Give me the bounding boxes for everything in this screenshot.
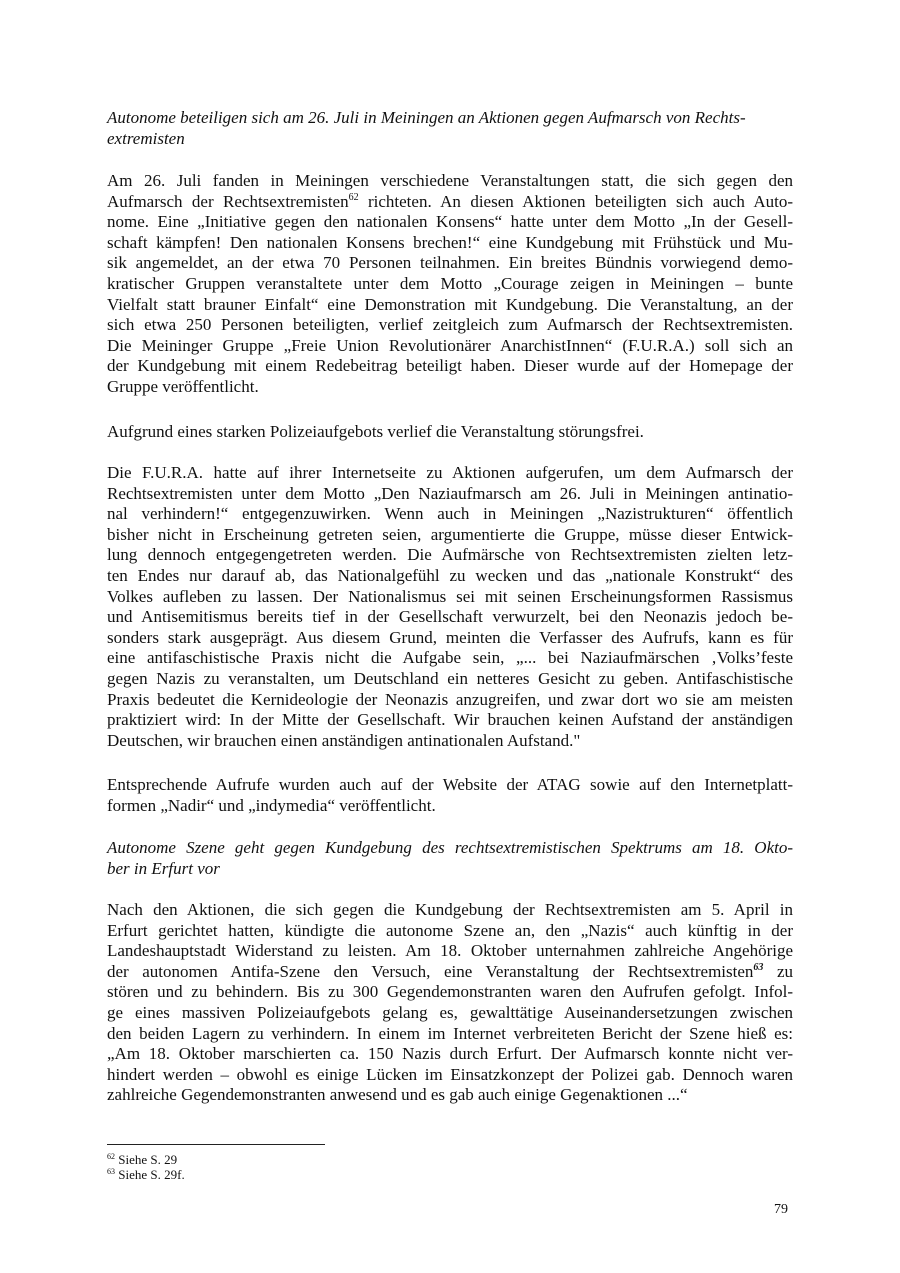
footnote-63 (107, 1167, 185, 1182)
paragraph-meiningen-events (107, 171, 793, 398)
footnote-number: 63 (107, 1167, 115, 1176)
text-line: Deutschen, wir brauchen einen anständigen antinationalen Aufstand." (107, 730, 581, 750)
text-line: gegen Nazis zu veranstalten, um Deutschland ein netteres Gesicht zu geben. Antifaschistische (107, 668, 793, 688)
footnote-text: Siehe S. 29f. (115, 1167, 185, 1182)
footnote-divider (107, 1144, 325, 1145)
text-line: kratischer Gruppen veranstaltete unter dem Motto „Courage zeigen in Meiningen – bunte (107, 273, 793, 293)
text-line: ten Endes nur darauf ab, das Nationalgefühl zu wecken und das „nationale Konstrukt“ des (107, 565, 793, 585)
footnote-number: 62 (107, 1152, 115, 1161)
text-line: Praxis bedeutet die Kernideologie der Neonazis anzugreifen, und zwar dort wo sie am meisten (107, 689, 793, 709)
text-line: lung dennoch entgegengetreten werden. Die Aufmärsche von Rechtsextremisten zielten letz- (107, 545, 793, 565)
text-line: „Am 18. Oktober marschierten ca. 150 Nazis durch Erfurt. Der Aufmarsch konnte nicht ver- (107, 1044, 793, 1064)
text-line: sich etwa 250 Personen beteiligten, verlief zeitgleich zum Aufmarsch der Rechtsextremisten. (107, 315, 793, 335)
text-line (107, 192, 793, 213)
text-line: sik angemeldet, an der etwa 70 Personen teilnahmen. Ein breites Bündnis vorwiegend demo- (107, 253, 793, 273)
text-line: Landeshauptstadt Widerstand zu leisten. Am 18. Oktober unternahmen zahlreiche Angehörige (107, 941, 793, 961)
text-span: zu (763, 961, 794, 981)
text-line: nal verhindern!“ entgegenzuwirken. Wenn auch in Meiningen „Nazistrukturen“ öffentlich (107, 504, 793, 524)
text-line: der Kundgebung mit einem Redebeitrag beteiligt haben. Dieser wurde auf der Homepage der (107, 356, 793, 376)
paragraph-erfurt-events (107, 900, 793, 1106)
text-line: stören und zu behindern. Bis zu 300 Gegendemonstranten waren den Aufrufen gefolgt. Infol- (107, 982, 793, 1002)
heading-line: Autonome Szene geht gegen Kundgebung des rechtsextremistischen Spektrums am 18. Okto- (107, 838, 793, 857)
footnote-ref-62: 62 (348, 191, 359, 203)
paragraph-fura-call (107, 463, 793, 751)
footnote-ref-63: 63 (753, 961, 764, 973)
paragraph-police-presence (107, 422, 793, 443)
text-line: bisher nicht in Erscheinung getreten seien, argumentierte die Gruppe, müsse dieser Entwick- (107, 524, 793, 544)
text-line: und Antisemitismus bereits tief in der Gesellschaft verwurzelt, bei den Neonazis jedoch be- (107, 607, 793, 627)
text-line: praktiziert wird: In der Mitte der Gesellschaft. Wir brauchen keinen Aufstand der anständigen (107, 710, 793, 730)
text-line: Die Meininger Gruppe „Freie Union Revolutionärer AnarchistInnen“ (F.U.R.A.) soll sich an (107, 335, 793, 355)
text-line: Rechtsextremisten unter dem Motto „Den Naziaufmarsch am 26. Juli in Meiningen antinatio- (107, 483, 793, 503)
section-heading-meiningen (107, 108, 793, 149)
heading-line: Autonome beteiligen sich am 26. Juli in Meiningen an Aktionen gegen Aufmarsch von Rechts- (107, 108, 746, 127)
text-span: Aufmarsch der Rechtsextremisten (107, 191, 349, 211)
heading-line: extremisten (107, 128, 185, 148)
text-line: Aufgrund eines starken Polizeiaufgebots verlief die Veranstaltung störungsfrei. (107, 422, 644, 441)
text-line: zahlreiche Gegendemonstranten anwesend und es gab auch einige Gegenaktionen ...“ (107, 1085, 688, 1105)
section-heading-erfurt (107, 838, 793, 879)
text-line: Vielfalt statt brauner Einfalt“ eine Demonstration mit Kundgebung. Die Veranstaltung, an der (107, 294, 793, 314)
text-line: schaft kämpfen! Den nationalen Konsens brechen!“ eine Kundgebung mit Frühstück und Mu- (107, 232, 793, 252)
text-line: den beiden Lagern zu verhindern. In einem im Internet verbreiteten Bericht der Szene hieß es: (107, 1023, 793, 1043)
page-number: 79 (774, 1202, 788, 1217)
text-line: sonders stark ausgeprägt. Aus diesem Grund, meinten die Verfasser des Aufrufs, kann es für (107, 627, 793, 647)
text-line: hindert werden – obwohl es einige Lücken im Einsatzkonzept der Polizei gab. Dennoch waren (107, 1064, 793, 1084)
text-line: Gruppe veröffentlicht. (107, 376, 259, 396)
text-line: Am 26. Juli fanden in Meiningen verschiedene Veranstaltungen statt, die sich gegen den (107, 171, 793, 190)
text-line: ge eines massiven Polizeiaufgebots gelang es, gewalttätige Auseinandersetzungen zwischen (107, 1002, 793, 1022)
text-line: Entsprechende Aufrufe wurden auch auf der Website der ATAG sowie auf den Internetplatt- (107, 775, 793, 794)
text-line: eine antifaschistische Praxis nicht die Aufgabe sein, „... bei Naziaufmärschen ‚Volks’feste (107, 648, 793, 668)
text-line: Erfurt gerichtet hatten, kündigte die autonome Szene an, den „Nazis“ auch künftig in der (107, 920, 793, 940)
text-span: richteten. An diesen Aktionen beteiligten sich auch Auto- (358, 191, 793, 211)
paragraph-further-calls (107, 775, 793, 816)
text-line: Volkes aufleben zu lassen. Der Nationalismus sei mit seinen Erscheinungsformen Rassismus (107, 586, 793, 606)
heading-line: ber in Erfurt vor (107, 858, 220, 878)
text-line: nome. Eine „Initiative gegen den nationalen Konsens“ hatte unter dem Motto „In der Gesell- (107, 212, 793, 232)
footnote-62 (107, 1152, 177, 1167)
text-line: Nach den Aktionen, die sich gegen die Kundgebung der Rechtsextremisten am 5. April in (107, 900, 793, 919)
text-line (107, 962, 793, 983)
text-line: Die F.U.R.A. hatte auf ihrer Internetseite zu Aktionen aufgerufen, um dem Aufmarsch der (107, 463, 793, 482)
text-line: formen „Nadir“ und „indymedia“ veröffentlicht. (107, 795, 436, 815)
footnote-text: Siehe S. 29 (115, 1152, 178, 1167)
text-span: der autonomen Antifa-Szene den Versuch, eine Veranstaltung der Rechtsextremisten (107, 961, 754, 981)
